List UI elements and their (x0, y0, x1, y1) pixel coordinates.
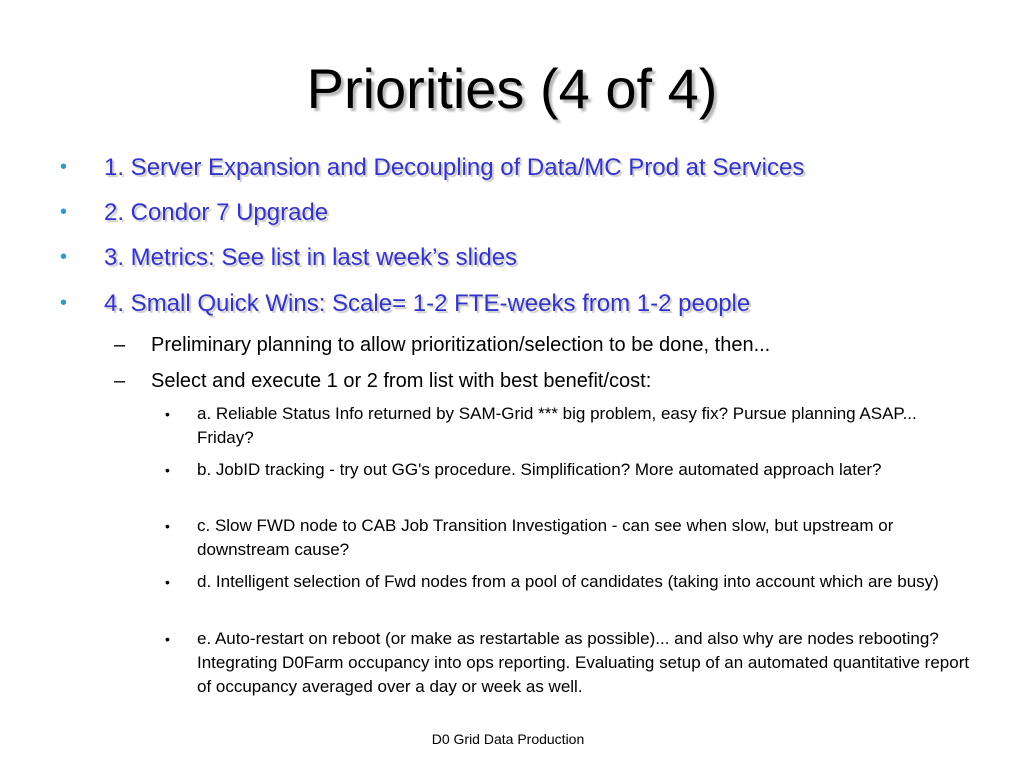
dash-icon: – (114, 370, 126, 392)
bullet-item-text: 3. Metrics: See list in last week’s slides (104, 244, 518, 271)
bullet-item-text: 1. Server Expansion and Decoupling of Data/MC Prod at Services (104, 154, 805, 181)
bullet-item-text: 4. Small Quick Wins: Scale= 1-2 FTE-weeks from 1-2 people (104, 290, 751, 317)
detail-item-text: d. Intelligent selection of Fwd nodes from a pool of candidates (taking into account which are busy) (197, 572, 939, 591)
dash-icon: – (114, 334, 126, 356)
bullet-icon: • (60, 292, 68, 314)
bullet-item-text: 2. Condor 7 Upgrade (104, 199, 329, 226)
sub-item-text: Preliminary planning to allow prioritization/selection to be done, then... (151, 334, 771, 356)
slide-title: Priorities (4 of 4) (306, 57, 718, 120)
bullet-icon: • (165, 406, 170, 422)
sub-item-text: Select and execute 1 or 2 from list with best benefit/cost: (151, 370, 652, 392)
bullet-icon: • (165, 631, 170, 647)
bullet-icon: • (60, 246, 68, 268)
bullet-icon: • (165, 518, 170, 534)
detail-item-text: b. JobID tracking - try out GG's procedure. Simplification? More automated approach later? (197, 460, 882, 479)
bullet-icon: • (60, 156, 68, 178)
bullet-icon: • (60, 201, 68, 223)
detail-item-text: a. Reliable Status Info returned by SAM-Grid *** big problem, easy fix? Pursue planning ASAP... Friday? (197, 404, 917, 447)
bullet-icon: • (165, 574, 170, 590)
slide-footer: D0 Grid Data Production (431, 731, 585, 747)
bullet-icon: • (165, 462, 170, 478)
detail-item-text: e. Auto-restart on reboot (or make as restartable as possible)... and also why are nodes rebooting? Integrating D0Farm occupancy into ops reporting. Evaluating setup of an automated quantitative report of occupancy averaged over a day or week as well. (197, 629, 970, 696)
detail-item-text: c. Slow FWD node to CAB Job Transition Investigation - can see when slow, but upstream or downstream cause? (197, 516, 894, 559)
